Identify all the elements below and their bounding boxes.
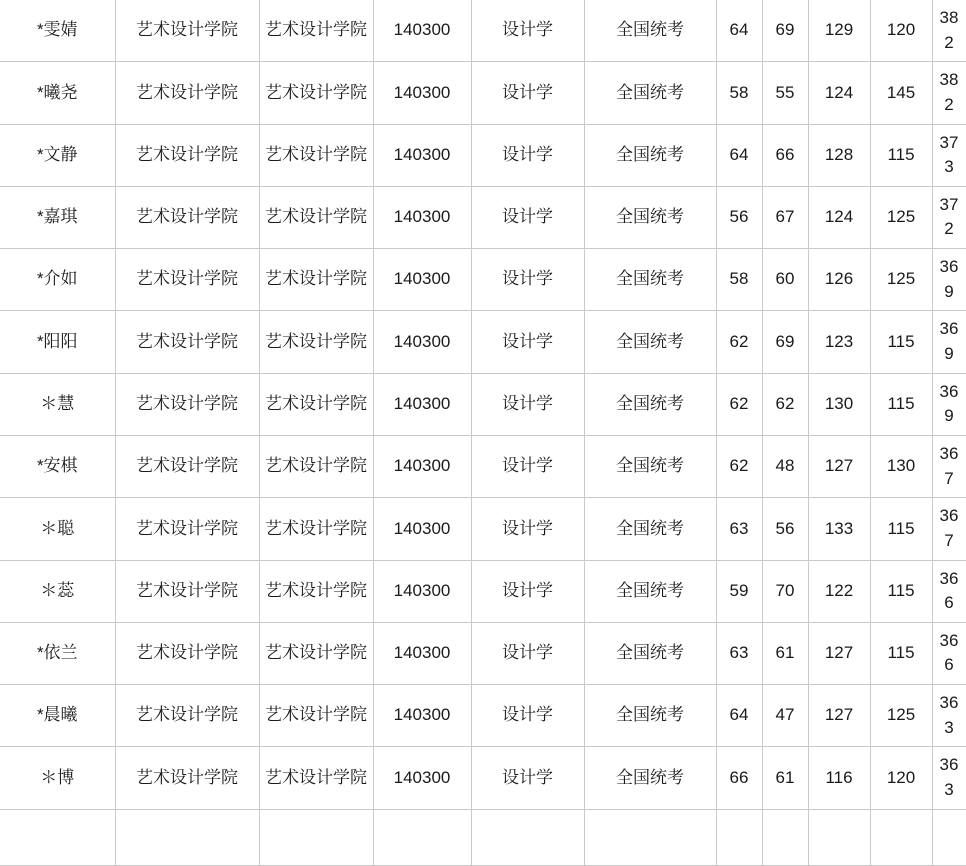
cell-major-code: 140300 xyxy=(373,685,471,747)
cell-score-1: 56 xyxy=(716,186,762,248)
cell-exam-type: 全国统考 xyxy=(584,186,716,248)
cell-college: 艺术设计学院 xyxy=(115,0,259,62)
cell-name: ＊聪 xyxy=(0,498,115,560)
cell-major: 设计学 xyxy=(471,62,584,124)
cell-major: 设计学 xyxy=(471,311,584,373)
cell-college: 艺术设计学院 xyxy=(115,685,259,747)
cell-score-1: 64 xyxy=(716,685,762,747)
cell-department: 艺术设计学院 xyxy=(259,498,373,560)
cell-score-4: 125 xyxy=(870,186,932,248)
cell-total: 369 xyxy=(932,311,966,373)
cell-score-1: 58 xyxy=(716,249,762,311)
cell-score-4: 125 xyxy=(870,685,932,747)
cell-college: 艺术设计学院 xyxy=(115,373,259,435)
cell-major: 设计学 xyxy=(471,186,584,248)
cell-department: 艺术设计学院 xyxy=(259,249,373,311)
table-row xyxy=(0,62,966,124)
cell-score-3: 116 xyxy=(808,747,870,809)
cell-major-code: 140300 xyxy=(373,373,471,435)
cell-score-4: 115 xyxy=(870,124,932,186)
cell-major: 设计学 xyxy=(471,124,584,186)
cell-score-3: 128 xyxy=(808,124,870,186)
cell-score-3: 130 xyxy=(808,373,870,435)
cell-college: 艺术设计学院 xyxy=(115,747,259,809)
cell-score-1: 62 xyxy=(716,311,762,373)
table-row xyxy=(0,311,966,373)
cell-total: 366 xyxy=(932,622,966,684)
cell-exam-type: 全国统考 xyxy=(584,560,716,622)
cell-score-2: 70 xyxy=(762,560,808,622)
cell-score-3: 133 xyxy=(808,498,870,560)
cell-score-2: 62 xyxy=(762,373,808,435)
cell-name: ＊慧 xyxy=(0,373,115,435)
cell-total: 369 xyxy=(932,249,966,311)
cell-score-2: 56 xyxy=(762,498,808,560)
cell-exam-type: 全国统考 xyxy=(584,62,716,124)
cell-name: ＊蕊 xyxy=(0,560,115,622)
cell-score-1: 63 xyxy=(716,622,762,684)
cell-major: 设计学 xyxy=(471,498,584,560)
cell-department: 艺术设计学院 xyxy=(259,747,373,809)
cell-score-4: 115 xyxy=(870,560,932,622)
cell-total: 367 xyxy=(932,435,966,497)
cell-total: 363 xyxy=(932,685,966,747)
cell-score-2: 61 xyxy=(762,622,808,684)
cell-major: 设计学 xyxy=(471,373,584,435)
cell-total: 367 xyxy=(932,498,966,560)
cell-college: 艺术设计学院 xyxy=(115,249,259,311)
cell-score-1: 64 xyxy=(716,124,762,186)
cell-score-2: 48 xyxy=(762,435,808,497)
cell-total: 373 xyxy=(932,124,966,186)
table-row xyxy=(0,622,966,684)
cell-exam-type: 全国统考 xyxy=(584,124,716,186)
cell-score-4: 145 xyxy=(870,62,932,124)
cell-score-4: 120 xyxy=(870,747,932,809)
cell-major: 设计学 xyxy=(471,435,584,497)
table-row xyxy=(0,373,966,435)
cell-exam-type: 全国统考 xyxy=(584,685,716,747)
cell-score-4: 115 xyxy=(870,311,932,373)
table-row xyxy=(0,435,966,497)
cell-major: 设计学 xyxy=(471,560,584,622)
cell-score-1: 62 xyxy=(716,435,762,497)
cell-score-1: 62 xyxy=(716,373,762,435)
cell-score-2: 67 xyxy=(762,186,808,248)
cell-name: *安棋 xyxy=(0,435,115,497)
cell-score-2: 55 xyxy=(762,62,808,124)
table-row xyxy=(0,685,966,747)
cell-score-2: 60 xyxy=(762,249,808,311)
cell-score-4: 115 xyxy=(870,373,932,435)
cell-score-1: 59 xyxy=(716,560,762,622)
cell-college: 艺术设计学院 xyxy=(115,311,259,373)
cell-name: *曦尧 xyxy=(0,62,115,124)
cell-score-4: 115 xyxy=(870,622,932,684)
cell-score-1: 64 xyxy=(716,0,762,62)
cell-major-code: 140300 xyxy=(373,498,471,560)
cell-college: 艺术设计学院 xyxy=(115,498,259,560)
cell-score-1: 63 xyxy=(716,498,762,560)
cell-major-code: 140300 xyxy=(373,435,471,497)
cell-college: 艺术设计学院 xyxy=(115,435,259,497)
cell-score-3: 124 xyxy=(808,186,870,248)
cell-college: 艺术设计学院 xyxy=(115,186,259,248)
cell-score-3: 127 xyxy=(808,622,870,684)
cell-major: 设计学 xyxy=(471,249,584,311)
cell-name: *嘉琪 xyxy=(0,186,115,248)
cell-total: 382 xyxy=(932,0,966,62)
cell-score-4: 115 xyxy=(870,498,932,560)
table-row xyxy=(0,560,966,622)
cell-department: 艺术设计学院 xyxy=(259,124,373,186)
cell-score-3: 126 xyxy=(808,249,870,311)
cell-score-3: 127 xyxy=(808,685,870,747)
cell-score-3: 122 xyxy=(808,560,870,622)
cell-total: 369 xyxy=(932,373,966,435)
cell-total: 382 xyxy=(932,62,966,124)
cell-score-3: 124 xyxy=(808,62,870,124)
cell-department: 艺术设计学院 xyxy=(259,0,373,62)
cell-major-code: 140300 xyxy=(373,560,471,622)
cell-college: 艺术设计学院 xyxy=(115,560,259,622)
cell-score-1: 66 xyxy=(716,747,762,809)
cell-major-code: 140300 xyxy=(373,311,471,373)
cell-major-code: 140300 xyxy=(373,124,471,186)
cell-name: *依兰 xyxy=(0,622,115,684)
cell-exam-type: 全国统考 xyxy=(584,249,716,311)
table-row xyxy=(0,498,966,560)
cell-department: 艺术设计学院 xyxy=(259,62,373,124)
table-row xyxy=(0,0,966,62)
cell-department: 艺术设计学院 xyxy=(259,622,373,684)
cell-total: 372 xyxy=(932,186,966,248)
cell-exam-type: 全国统考 xyxy=(584,0,716,62)
cell-total: 366 xyxy=(932,560,966,622)
cell-major: 设计学 xyxy=(471,0,584,62)
cell-major-code: 140300 xyxy=(373,62,471,124)
cell-name: *阳阳 xyxy=(0,311,115,373)
cell-department: 艺术设计学院 xyxy=(259,186,373,248)
cell-score-3: 129 xyxy=(808,0,870,62)
cell-score-2: 61 xyxy=(762,747,808,809)
cell-score-2: 66 xyxy=(762,124,808,186)
cell-score-4: 125 xyxy=(870,249,932,311)
cell-exam-type: 全国统考 xyxy=(584,435,716,497)
cell-department: 艺术设计学院 xyxy=(259,435,373,497)
table-row xyxy=(0,186,966,248)
table-row xyxy=(0,124,966,186)
cell-major-code: 140300 xyxy=(373,747,471,809)
cell-department: 艺术设计学院 xyxy=(259,685,373,747)
cell-score-1: 58 xyxy=(716,62,762,124)
cell-score-3: 123 xyxy=(808,311,870,373)
cell-name: *文静 xyxy=(0,124,115,186)
cell-department: 艺术设计学院 xyxy=(259,560,373,622)
cell-major-code: 140300 xyxy=(373,0,471,62)
cell-major: 设计学 xyxy=(471,685,584,747)
cell-score-2: 69 xyxy=(762,311,808,373)
cell-exam-type: 全国统考 xyxy=(584,747,716,809)
cell-major: 设计学 xyxy=(471,747,584,809)
cell-department: 艺术设计学院 xyxy=(259,311,373,373)
cell-college: 艺术设计学院 xyxy=(115,62,259,124)
cell-major-code: 140300 xyxy=(373,249,471,311)
cell-college: 艺术设计学院 xyxy=(115,124,259,186)
cell-score-4: 120 xyxy=(870,0,932,62)
cell-exam-type: 全国统考 xyxy=(584,373,716,435)
cell-score-2: 47 xyxy=(762,685,808,747)
cell-college: 艺术设计学院 xyxy=(115,622,259,684)
cell-name: ＊博 xyxy=(0,747,115,809)
cell-name: *介如 xyxy=(0,249,115,311)
cell-department: 艺术设计学院 xyxy=(259,373,373,435)
table-row xyxy=(0,249,966,311)
cell-exam-type: 全国统考 xyxy=(584,498,716,560)
cell-score-3: 127 xyxy=(808,435,870,497)
cell-name: *雯婧 xyxy=(0,0,115,62)
cell-score-2: 69 xyxy=(762,0,808,62)
table-row xyxy=(0,747,966,809)
cell-name: *晨曦 xyxy=(0,685,115,747)
cell-score-4: 130 xyxy=(870,435,932,497)
cell-major: 设计学 xyxy=(471,622,584,684)
cell-exam-type: 全国统考 xyxy=(584,311,716,373)
cell-exam-type: 全国统考 xyxy=(584,622,716,684)
cell-major-code: 140300 xyxy=(373,186,471,248)
cell-major-code: 140300 xyxy=(373,622,471,684)
cell-total: 363 xyxy=(932,747,966,809)
